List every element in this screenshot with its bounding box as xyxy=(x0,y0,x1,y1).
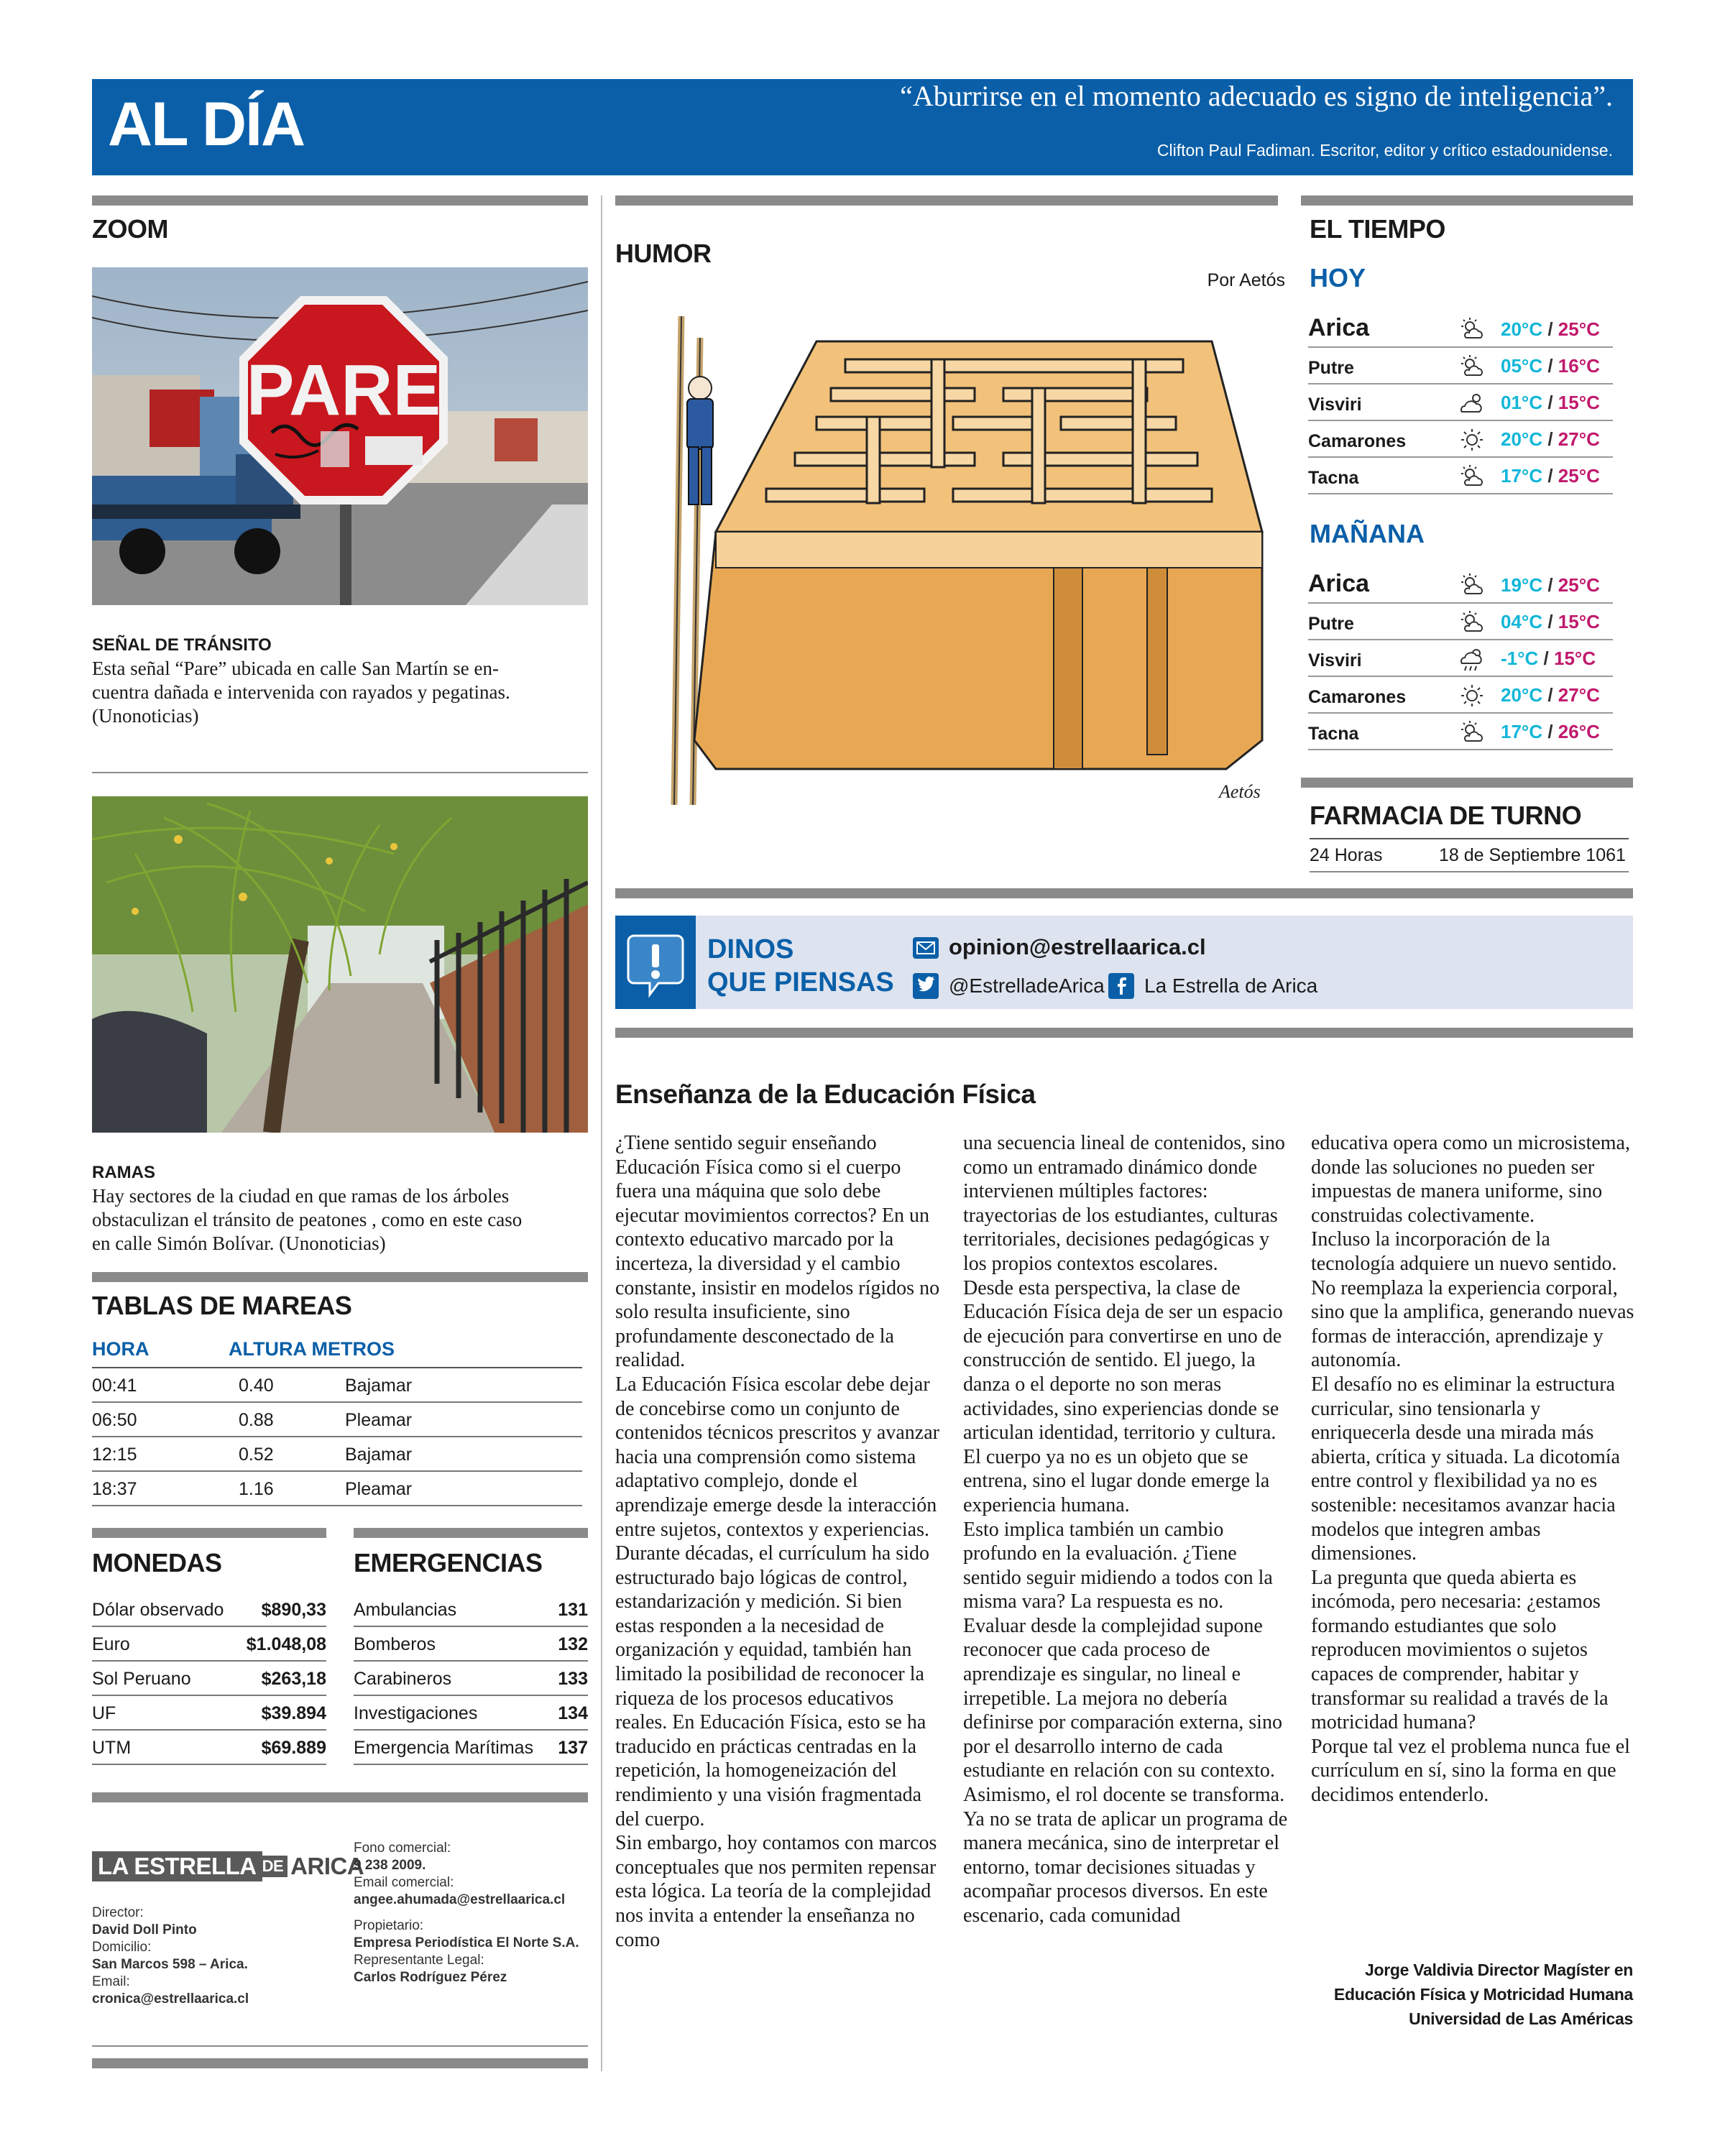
zoom-divider xyxy=(92,772,588,773)
weather-temps: -1°C / 15°C xyxy=(1501,648,1596,669)
weather-row-camarones xyxy=(1308,677,1613,714)
article-paragraph: Asimismo, el rol docente se transforma. Ya no se trata de aplicar un programa de manera mecánica, sino de interpretar el entorno, tomar decisiones situadas y acompañar procesos diversos. En este escenario, cada comunidad xyxy=(963,1784,1288,1927)
zoom-top-rule xyxy=(92,195,588,206)
currencies-title: MONEDAS xyxy=(92,1548,222,1577)
article-signature: Jorge Valdivia Director Magíster en Educación Física y Motricidad Humana Universidad de Las Américas xyxy=(1333,1961,1633,2028)
weather-city: Putre xyxy=(1308,358,1354,378)
header-quote: “Aburrirse en el momento adecuado es signo de inteligencia”. xyxy=(900,80,1613,112)
partly-sunny-icon xyxy=(1458,464,1486,489)
emergency-row-label: Emergencia Marítimas xyxy=(354,1738,534,1758)
humor-top-rule xyxy=(615,195,1278,206)
exclamation-icon xyxy=(615,916,696,1009)
contact-icon-block xyxy=(615,916,696,1009)
emergency-row-label: Ambulancias xyxy=(354,1600,457,1620)
contact-email-link[interactable]: opinion@estrellaarica.cl xyxy=(949,934,1206,959)
weather-temps: 19°C / 25°C xyxy=(1501,574,1600,596)
partly-sunny-icon xyxy=(1458,609,1486,635)
tides-col-hora: HORA xyxy=(92,1338,150,1360)
currency-row-label: UTM xyxy=(92,1738,132,1758)
cartoonist-signature: Aetós xyxy=(1219,781,1261,802)
weather-city: Visviri xyxy=(1308,650,1362,671)
weather-temps: 01°C / 15°C xyxy=(1501,392,1600,413)
weather-temps: 20°C / 27°C xyxy=(1501,428,1600,450)
masthead-right: Fono comercial: 9 238 2009. Email comercial: angee.ahumada@estrellaarica.cl Propietario: Empresa Periodística El Norte S.A. Representante Legal: Carlos Rodríguez Pérez xyxy=(354,1841,579,1985)
facebook-link[interactable]: La Estrella de Arica xyxy=(1144,975,1318,997)
weather-row-tacna xyxy=(1308,714,1613,750)
partly-sunny-icon xyxy=(1458,572,1486,598)
weather-row-arica xyxy=(1308,302,1613,348)
currencies-top-rule xyxy=(92,1528,326,1538)
header-quote-author: Clifton Paul Fadiman. Escritor, editor y crítico estadounidense. xyxy=(1156,141,1613,160)
humor-title: HUMOR xyxy=(615,239,712,268)
maze-cartoon xyxy=(630,309,1276,805)
cloudy-sun-icon xyxy=(1458,390,1486,416)
pharmacy-rule xyxy=(1310,838,1629,839)
partly-sunny-icon xyxy=(1458,316,1486,342)
currency-row xyxy=(92,1593,326,1627)
weather-row-tacna xyxy=(1308,458,1613,494)
masthead-top-rule xyxy=(92,1792,588,1802)
article-paragraph: Esto implica también un cambio profundo en la evaluación. ¿Tiene sentido seguir midiendo a todos con la misma vara? La respuesta es no. Evaluar desde la complejidad supone reconocer que cada proceso de aprendizaje es singular, no lineal e irrepetible. La mejora no debería definirse por comparación externa, sino por el desarrollo interno de cada estudiante en relación con su contexto. xyxy=(963,1518,1282,1782)
article-column-2 xyxy=(963,1131,1291,1928)
currency-row xyxy=(92,1662,326,1696)
tides-title: TABLAS DE MAREAS xyxy=(92,1291,352,1320)
zoom-title: ZOOM xyxy=(92,214,168,244)
emergency-row xyxy=(354,1627,588,1662)
weather-city: Arica xyxy=(1308,314,1370,341)
emergencies-top-rule xyxy=(354,1528,588,1538)
mail-icon xyxy=(913,937,939,959)
weather-city: Tacna xyxy=(1308,724,1359,744)
article-column-1 xyxy=(615,1131,943,1952)
currency-row xyxy=(92,1627,326,1662)
weather-top-rule xyxy=(1301,195,1633,206)
emergency-row-value: 131 xyxy=(558,1600,588,1620)
pharmacy-top-rule xyxy=(1301,778,1633,788)
article-paragraph: El desafío no es eliminar la estructura curricular, sino tensionarla y enriquecerla desde una mirada más abierta, crítica y situada. La dicotomía entre control y flexibilidad ya no es sostenible: necesitamos avanzar hacia modelos que integren ambas dimensiones. xyxy=(1311,1373,1620,1565)
weather-city: Camarones xyxy=(1308,431,1407,451)
article-paragraph: Durante décadas, el currículum ha sido estructurado bajo lógicas de control, estandarización y medición. Si bien estas responden a la necesidad de organización y equidad, también han limitado la posibilidad de reconocer la riqueza de los procesos educativos reales. En Educación Física, esto se ha traducido en prácticas centradas en la repetición, la homogeneización del rendimiento y una visión fragmentada del cuerpo. xyxy=(615,1542,929,1830)
emergency-row-value: 132 xyxy=(558,1634,588,1654)
emergency-row-value: 133 xyxy=(558,1669,588,1689)
article-paragraph: una secuencia lineal de contenidos, sino como un entramado dinámico donde intervienen múltiples factores: trayectorias de los estudiantes, culturas territoriales, decisiones pedagógicas y los propios contextos escolares. xyxy=(963,1132,1285,1275)
weather-temps: 17°C / 26°C xyxy=(1501,721,1600,742)
article-top-rule xyxy=(615,1028,1633,1038)
emergency-row-label: Carabineros xyxy=(354,1669,452,1689)
photo2-caption: Hay sectores de la ciudad en que ramas de los árboles obstaculizan el tránsito de peatones , como en este caso en calle Simón Bolívar. (Unonoticias) xyxy=(92,1185,523,1254)
weather-temps: 04°C / 15°C xyxy=(1501,611,1600,632)
twitter-icon xyxy=(913,973,939,999)
weather-temps: 05°C / 16°C xyxy=(1501,355,1600,377)
emergency-row-value: 137 xyxy=(558,1738,588,1758)
emergencies-title: EMERGENCIAS xyxy=(354,1548,543,1577)
tree-branches-photo xyxy=(92,796,588,1133)
weather-row-visviri xyxy=(1308,640,1613,677)
masthead-bottom-rule xyxy=(92,2045,588,2047)
weather-temps: 20°C / 27°C xyxy=(1501,684,1600,706)
article-paragraph: Porque tal vez el problema nunca fue el currículum en sí, sino la forma en que decidimos entenderlo. xyxy=(1311,1735,1630,1807)
currency-row-value: $890,33 xyxy=(261,1600,326,1620)
article-paragraph: ¿Tiene sentido seguir enseñando Educación Física como si el cuerpo fuera una máquina que solo debe ejecutar movimientos correctos? En un contexto educativo marcado por la incerteza, la diversidad y el cambio constante, insistir en modelos rígidos no solo resulta insuficiente, sino profundamente desconectado de la realidad. xyxy=(615,1132,940,1372)
section-title: AL DÍA xyxy=(108,90,305,159)
article-paragraph: La Educación Física escolar debe dejar de concebirse como un conjunto de contenidos técnicos prescritos y avanzar hacia una comprensión como sistema adaptativo complejo, donde el aprendizaje emerge desde la interacción entre sujetos, contextos y experiencias. xyxy=(615,1373,939,1541)
commercial-email-link[interactable]: angee.ahumada@estrellaarica.cl xyxy=(354,1892,566,1907)
sun-icon xyxy=(1458,427,1486,453)
emergency-row-value: 134 xyxy=(558,1703,588,1723)
currency-row-value: $69.889 xyxy=(261,1738,326,1758)
weather-row-putre xyxy=(1308,348,1613,384)
weather-city: Putre xyxy=(1308,614,1354,634)
emergency-row xyxy=(354,1593,588,1627)
emergency-row xyxy=(354,1696,588,1731)
photo2-caption-title: RAMAS xyxy=(92,1163,155,1182)
emergency-row xyxy=(354,1731,588,1765)
partly-sunny-icon xyxy=(1458,719,1486,745)
article-paragraph: Incluso la incorporación de la tecnología adquiere un nuevo sentido. No reemplaza la experiencia corporal, sino que la amplifica, generando nuevas formas de interacción, aprendizaje y autonomía. xyxy=(1311,1228,1634,1372)
currency-row-value: $263,18 xyxy=(261,1669,326,1689)
emergency-row-label: Bomberos xyxy=(354,1634,436,1654)
currency-row-value: $39.894 xyxy=(261,1703,326,1723)
photo1-caption-title: SEÑAL DE TRÁNSITO xyxy=(92,635,272,655)
contact-heading: DINOS QUE PIENSAS xyxy=(707,934,894,998)
humor-author: Por Aetós xyxy=(1207,270,1285,290)
article-paragraph: Sin embargo, hoy contamos con marcos conceptuales que nos permiten repensar esta lógica. La teoría de la complejidad nos invita a entender la enseñanza no como xyxy=(615,1832,937,1951)
weather-today-label: HOY xyxy=(1310,263,1366,292)
page-bottom-rule xyxy=(92,2058,588,2068)
weather-tomorrow-label: MAÑANA xyxy=(1310,519,1425,548)
currency-row-label: Dólar observado xyxy=(92,1600,224,1620)
weather-city: Visviri xyxy=(1308,395,1362,415)
tide-row: 18:37 1.16 Pleamar xyxy=(92,1472,582,1506)
currency-row-label: Euro xyxy=(92,1634,130,1654)
tides-col-altura: ALTURA METROS xyxy=(229,1338,395,1360)
tide-row: 06:50 0.88 Pleamar xyxy=(92,1403,582,1437)
weather-row-arica xyxy=(1308,558,1613,604)
pharmacy-title: FARMACIA DE TURNO xyxy=(1310,801,1582,830)
stop-sign-text: PARE xyxy=(246,350,441,430)
stop-sign-photo xyxy=(92,267,588,605)
emergency-row xyxy=(354,1662,588,1696)
tides-top-rule xyxy=(92,1272,588,1282)
weather-row-visviri xyxy=(1308,384,1613,421)
twitter-link[interactable]: @EstrelladeArica xyxy=(949,975,1105,997)
weather-city: Tacna xyxy=(1308,468,1359,488)
article-paragraph: La pregunta que queda abierta es incómoda, pero necesaria: ¿estamos formando estudiantes que solo reproducen movimientos o sujetos capaces de comprender, habitar y transformar su realidad a través de la motricidad humana? xyxy=(1311,1566,1609,1734)
weather-temps: 17°C / 25°C xyxy=(1501,465,1600,487)
currency-row-label: Sol Peruano xyxy=(92,1669,191,1689)
weather-row-camarones xyxy=(1308,421,1613,458)
article-paragraph: Desde esta perspectiva, la clase de Educación Física deja de ser un espacio de ejecución para convertirse en uno de construcción de sentido. El juego, la danza o el deporte no son meras actividades, sino experiencias donde se articulan identidad, territorio y cultura. El cuerpo ya no es un objeto que se entrena, sino el lugar donde emerge la experiencia humana. xyxy=(963,1276,1283,1516)
tide-row: 12:15 0.52 Bajamar xyxy=(92,1437,582,1472)
pharmacy-hours: 24 Horas xyxy=(1310,845,1383,865)
weather-city: Camarones xyxy=(1308,687,1407,707)
photo1-caption: Esta señal “Pare” ubicada en calle San Martín se en- cuentra dañada e intervenida con rayados y pegatinas. (Unonoticias) xyxy=(92,658,510,727)
rain-sun-icon xyxy=(1458,646,1486,672)
article-title: Enseñanza de la Educación Física xyxy=(615,1079,1036,1109)
pharmacy-bottom-rule xyxy=(1310,871,1629,872)
weather-title: EL TIEMPO xyxy=(1310,214,1445,244)
currency-row xyxy=(92,1696,326,1731)
partly-sunny-icon xyxy=(1458,354,1486,379)
emergency-row-label: Investigaciones xyxy=(354,1703,478,1723)
currency-row-label: UF xyxy=(92,1703,116,1723)
pharmacy-address: 18 de Septiembre 1061 xyxy=(1439,845,1626,865)
tide-row: 00:41 0.40 Bajamar xyxy=(92,1368,582,1403)
masthead-left: Director: David Doll Pinto Domicilio: San Marcos 598 – Arica. Email: cronica@estrellaarica.cl xyxy=(92,1905,249,2007)
weather-city: Arica xyxy=(1308,570,1370,597)
article-paragraph: educativa opera como un microsistema, donde las soluciones no pueden ser impuestas de manera uniforme, sino construidas colectivamente. xyxy=(1311,1132,1630,1227)
sun-icon xyxy=(1458,683,1486,709)
currency-row-value: $1.048,08 xyxy=(246,1634,326,1654)
weather-temps: 20°C / 25°C xyxy=(1501,318,1600,340)
weather-row-putre xyxy=(1308,604,1613,640)
facebook-icon xyxy=(1108,973,1134,999)
column-separator xyxy=(601,195,602,2071)
newspaper-logo: LA ESTRELLA DE ARICA xyxy=(92,1847,364,1886)
article-column-3 xyxy=(1311,1131,1639,1807)
contact-top-rule xyxy=(615,888,1633,898)
currency-row xyxy=(92,1731,326,1765)
